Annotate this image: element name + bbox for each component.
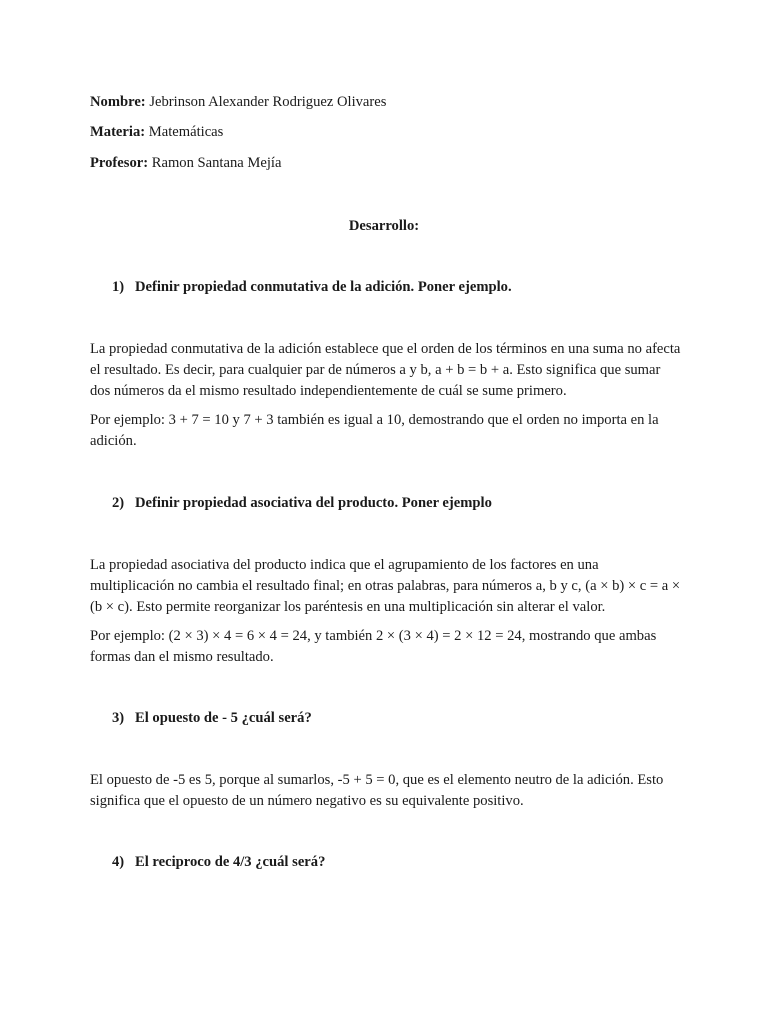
question-title: Definir propiedad asociativa del producto. Poner ejemplo (135, 495, 492, 511)
question-number: 4) (112, 854, 125, 870)
answer-paragraph: Por ejemplo: 3 + 7 = 10 y 7 + 3 también es igual a 10, demostrando que el orden no importa en la adición. (90, 412, 659, 449)
nombre-line (90, 92, 386, 112)
profesor-label: Profesor: (90, 155, 149, 171)
question-1-heading (112, 277, 512, 297)
nombre-label: Nombre: (90, 94, 146, 110)
answer-paragraph: La propiedad conmutativa de la adición establece que el orden de los términos en una suma no afecta el resultado. Es decir, para cualquier par de números a y b, a + b = b + a. Esto significa que sumar dos números da el mismo resultado independientemente de cuál se sume primero. (90, 341, 681, 399)
document-page (90, 0, 690, 1024)
nombre-value: Jebrinson Alexander Rodriguez Olivares (149, 94, 387, 110)
answer-paragraph: La propiedad asociativa del producto indica que el agrupamiento de los factores en una multiplicación no cambia el resultado final; en otras palabras, para números a, b y c, (a × b) × c = a × (b × c). Esto permite reorganizar los paréntesis en una multiplicación sin alterar el valor. (90, 557, 681, 615)
question-number: 3) (112, 710, 125, 726)
question-number: 1) (112, 279, 125, 295)
profesor-value: Ramon Santana Mejía (151, 155, 282, 171)
answer-paragraph: Por ejemplo: (2 × 3) × 4 = 6 × 4 = 24, y también 2 × (3 × 4) = 2 × 12 = 24, mostrando que ambas formas dan el mismo resultado. (90, 628, 657, 665)
question-title: El reciproco de 4/3 ¿cuál será? (135, 854, 326, 870)
question-title: Definir propiedad conmutativa de la adición. Poner ejemplo. (135, 279, 512, 295)
section-title: Desarrollo: (348, 218, 420, 234)
question-3-heading (112, 708, 312, 728)
materia-line (90, 122, 223, 142)
materia-value: Matemáticas (148, 124, 224, 140)
question-number: 2) (112, 495, 125, 511)
answer-paragraph: El opuesto de -5 es 5, porque al sumarlos, -5 + 5 = 0, que es el elemento neutro de la adición. Esto significa que el opuesto de un número negativo es su equivalente positivo. (90, 772, 664, 809)
profesor-line (90, 153, 281, 173)
materia-label: Materia: (90, 124, 146, 140)
question-4-heading (112, 852, 325, 872)
question-2-heading (112, 493, 492, 513)
question-title: El opuesto de - 5 ¿cuál será? (135, 710, 312, 726)
